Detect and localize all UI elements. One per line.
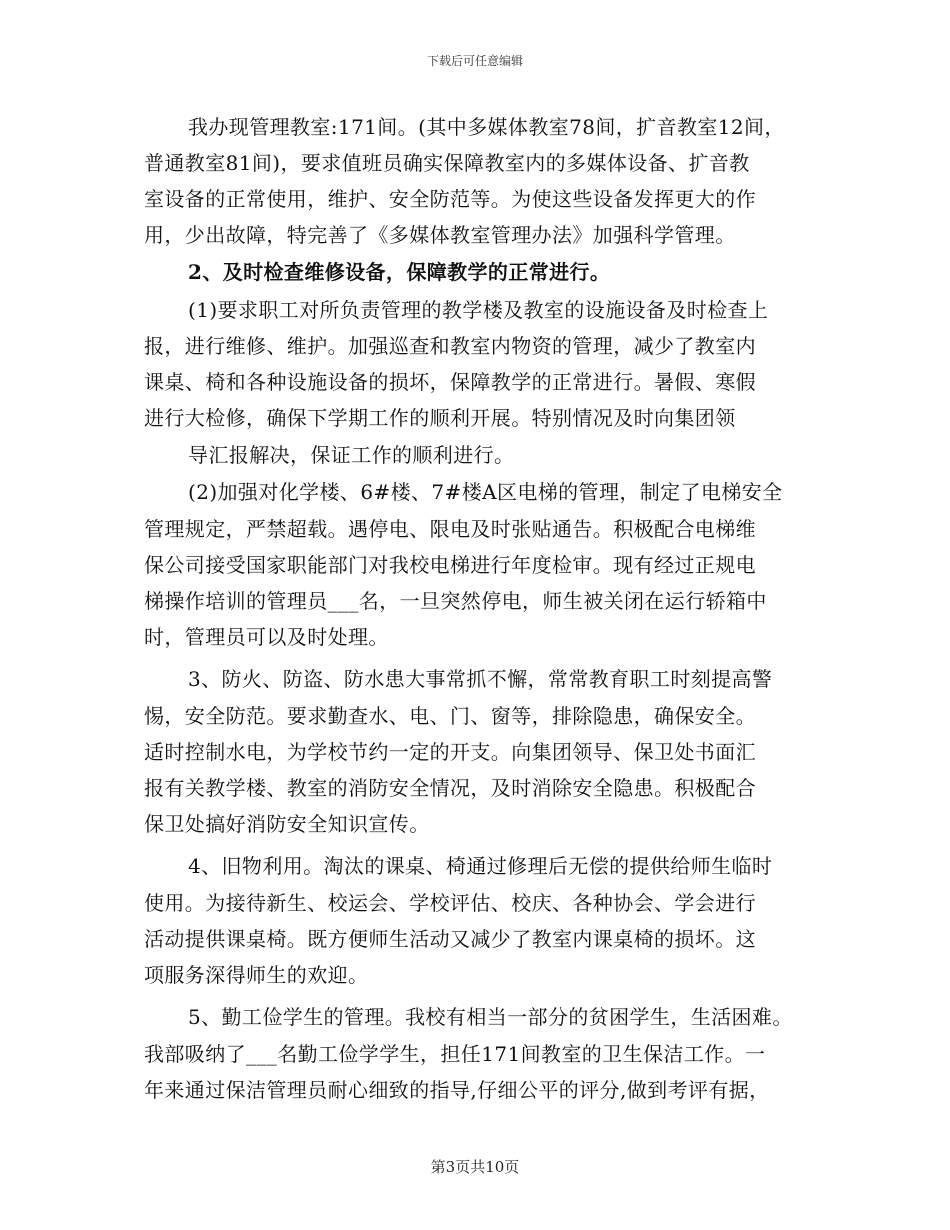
paragraph-line: 我办现管理教室:171间。(其中多媒体教室78间，扩音教室12间， bbox=[188, 115, 785, 139]
paragraph-line: 4、旧物利用。淘汰的课桌、椅通过修理后无偿的提供给师生临时 bbox=[188, 854, 773, 878]
paragraph-line: (1)要求职工对所负责管理的教学楼及教室的设施设备及时检查上 bbox=[188, 298, 769, 322]
paragraph-line: 年来通过保洁管理员耐心细致的指导,仔细公平的评分,做到考评有据， bbox=[144, 1078, 770, 1102]
paragraph-line: 普通教室81间)，要求值班员确实保障教室内的多媒体设备、扩音教 bbox=[144, 151, 750, 175]
paragraph-line: 报有关教学楼、教室的消防安全情况，及时消除安全隐患。积极配合 bbox=[144, 776, 756, 800]
paragraph-line: 进行大检修，确保下学期工作的顺利开展。特别情况及时向集团领 bbox=[144, 406, 736, 430]
paragraph-line: 报，进行维修、维护。加强巡查和教室内物资的管理，减少了教室内 bbox=[144, 334, 756, 358]
paragraph-line: 我部吸纳了___名勤工俭学学生，担任171间教室的卫生保洁工作。一 bbox=[144, 1042, 766, 1066]
paragraph-line: (2)加强对化学楼、6#楼、7#楼A区电梯的管理，制定了电梯安全 bbox=[188, 480, 783, 504]
paragraph-line: 用，少出故障，特完善了《多媒体教室管理办法》加强科学管理。 bbox=[144, 223, 736, 247]
paragraph-line: 梯操作培训的管理员___名，一旦突然停电，师生被关闭在运行轿箱中 bbox=[144, 589, 767, 613]
page-header-note: 下载后可任意编辑 bbox=[426, 54, 523, 68]
paragraph-line: 时，管理员可以及时处理。 bbox=[144, 625, 389, 649]
page-number: 第3页共10页 bbox=[430, 1158, 520, 1176]
paragraph-line: 活动提供课桌椅。既方便师生活动又减少了教室内课桌椅的损坏。这 bbox=[144, 927, 756, 951]
paragraph-line: 适时控制水电，为学校节约一定的开支。向集团领导、保卫处书面汇 bbox=[144, 740, 756, 764]
paragraph-line: 导汇报解决，保证工作的顺利进行。 bbox=[188, 443, 515, 467]
paragraph-line: 保卫处搞好消防安全知识宣传。 bbox=[144, 812, 430, 836]
paragraph-line: 5、勤工俭学生的管理。我校有相当一部分的贫困学生，生活困难。 bbox=[188, 1005, 793, 1029]
paragraph-line: 项服务深得师生的欢迎。 bbox=[144, 963, 369, 987]
section-heading: 2、及时检查维修设备，保障教学的正常进行。 bbox=[188, 260, 611, 284]
paragraph-line: 惕，安全防范。要求勤查水、电、门、窗等，排除隐患，确保安全。 bbox=[144, 704, 756, 728]
paragraph-line: 3、防火、防盗、防水患大事常抓不懈，常常教育职工时刻提高警 bbox=[188, 667, 773, 691]
paragraph-line: 使用。为接待新生、校运会、学校评估、校庆、各种协会、学会进行 bbox=[144, 891, 756, 915]
paragraph-line: 课桌、椅和各种设施设备的损坏，保障教学的正常进行。暑假、寒假 bbox=[144, 370, 756, 394]
paragraph-line: 室设备的正常使用，维护、安全防范等。为使这些设备发挥更大的作 bbox=[144, 187, 756, 211]
paragraph-line: 保公司接受国家职能部门对我校电梯进行年度检审。现有经过正规电 bbox=[144, 553, 756, 577]
paragraph-line: 管理规定，严禁超载。遇停电、限电及时张贴通告。积极配合电梯维 bbox=[144, 517, 756, 541]
